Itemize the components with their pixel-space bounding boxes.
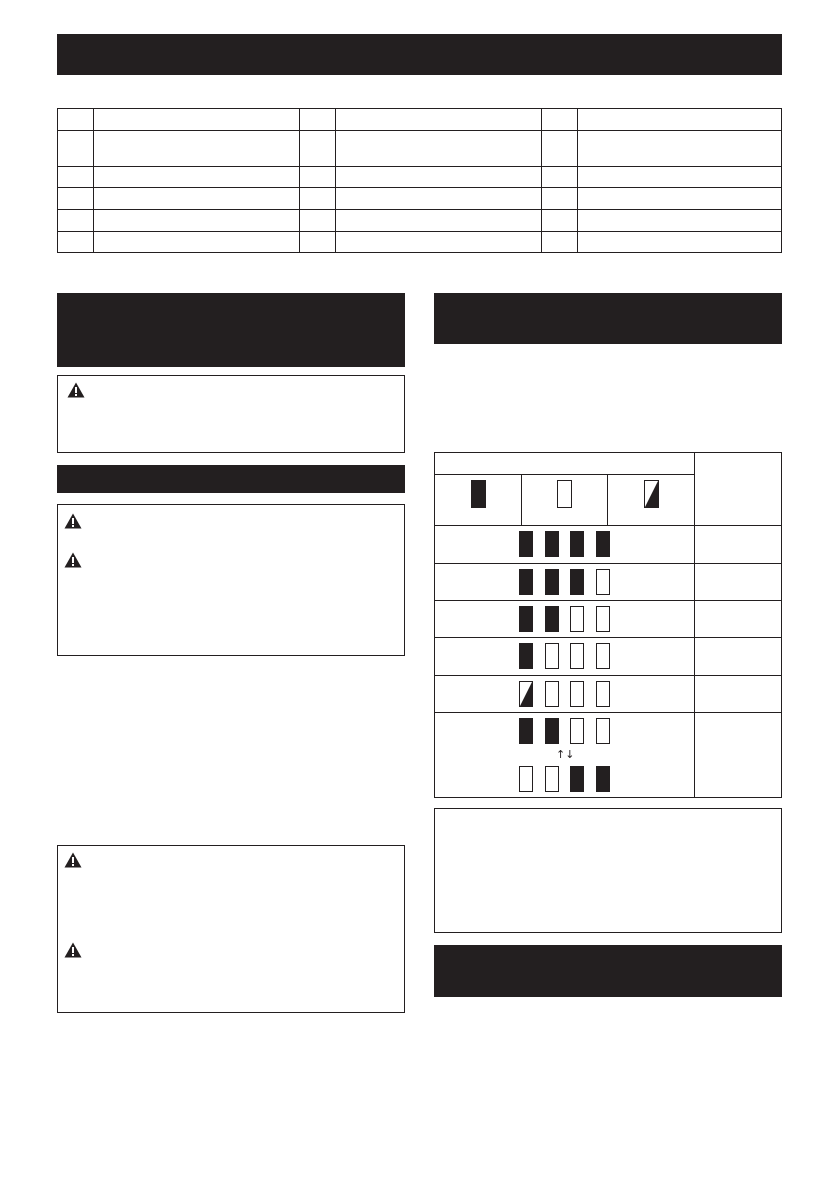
indicator-lamp bbox=[570, 766, 584, 792]
indicator-table-rule bbox=[694, 452, 695, 798]
indicator-table-rule bbox=[434, 675, 782, 676]
parts-table-rule bbox=[57, 187, 782, 188]
legend-lamp-blinking bbox=[644, 480, 659, 508]
warning-box-3 bbox=[57, 845, 405, 1013]
indicator-table-rule bbox=[434, 600, 782, 601]
indicator-lamp bbox=[519, 718, 533, 744]
indicator-lamp bbox=[519, 643, 533, 669]
indicator-table-rule bbox=[434, 637, 782, 638]
indicator-lamp bbox=[545, 606, 559, 632]
indicator-lamp bbox=[545, 569, 559, 595]
indicator-lamp bbox=[545, 681, 559, 707]
left-sub-banner bbox=[57, 465, 405, 493]
indicator-lamp bbox=[596, 569, 610, 595]
indicator-lamp bbox=[519, 569, 533, 595]
indicator-lamp bbox=[545, 718, 559, 744]
indicator-lamp bbox=[545, 766, 559, 792]
indicator-table-rule bbox=[607, 474, 608, 525]
indicator-table-rule bbox=[434, 474, 694, 475]
indicator-table-rule bbox=[521, 474, 522, 525]
indicator-table-rule bbox=[434, 525, 782, 526]
parts-table-rule bbox=[299, 108, 300, 253]
legend-lamp-on bbox=[471, 480, 486, 508]
indicator-table-rule bbox=[434, 563, 782, 564]
alternating-arrows-icon: ↑↓ bbox=[556, 748, 575, 761]
indicator-lamp bbox=[596, 606, 610, 632]
indicator-lamp bbox=[596, 643, 610, 669]
parts-table-rule bbox=[577, 108, 578, 253]
indicator-lamp bbox=[519, 681, 533, 707]
indicator-lamp bbox=[596, 681, 610, 707]
indicator-lamp bbox=[570, 569, 584, 595]
note-box bbox=[434, 808, 782, 933]
warning-box-2 bbox=[57, 504, 405, 656]
warning-triangle-icon bbox=[64, 552, 82, 568]
legend-lamp-off bbox=[557, 480, 572, 508]
indicator-lamp bbox=[596, 531, 610, 557]
left-section-banner bbox=[57, 293, 405, 367]
indicator-lamp bbox=[545, 531, 559, 557]
right-bottom-banner bbox=[434, 945, 782, 997]
indicator-lamp bbox=[570, 531, 584, 557]
indicator-lamp bbox=[519, 531, 533, 557]
indicator-lamp bbox=[519, 606, 533, 632]
parts-table-rule bbox=[57, 231, 782, 232]
parts-table-rule bbox=[541, 108, 542, 253]
warning-triangle-icon bbox=[64, 942, 82, 958]
parts-table-rule bbox=[335, 108, 336, 253]
indicator-lamp bbox=[545, 643, 559, 669]
warning-triangle-icon bbox=[67, 382, 85, 398]
parts-table-rule bbox=[93, 108, 94, 253]
header-banner bbox=[57, 34, 782, 75]
warning-triangle-icon bbox=[64, 513, 82, 529]
indicator-lamp bbox=[596, 718, 610, 744]
warning-triangle-icon bbox=[64, 852, 82, 868]
parts-table-rule bbox=[57, 166, 782, 167]
parts-table-rule bbox=[57, 209, 782, 210]
indicator-lamp bbox=[596, 766, 610, 792]
indicator-lamp bbox=[570, 606, 584, 632]
indicator-lamp bbox=[570, 718, 584, 744]
right-section-banner bbox=[434, 293, 782, 344]
indicator-table-rule bbox=[434, 712, 782, 713]
indicator-lamp bbox=[570, 643, 584, 669]
parts-table-rule bbox=[57, 130, 782, 131]
warning-box-1 bbox=[57, 375, 405, 453]
indicator-lamp bbox=[570, 681, 584, 707]
indicator-lamp bbox=[519, 766, 533, 792]
